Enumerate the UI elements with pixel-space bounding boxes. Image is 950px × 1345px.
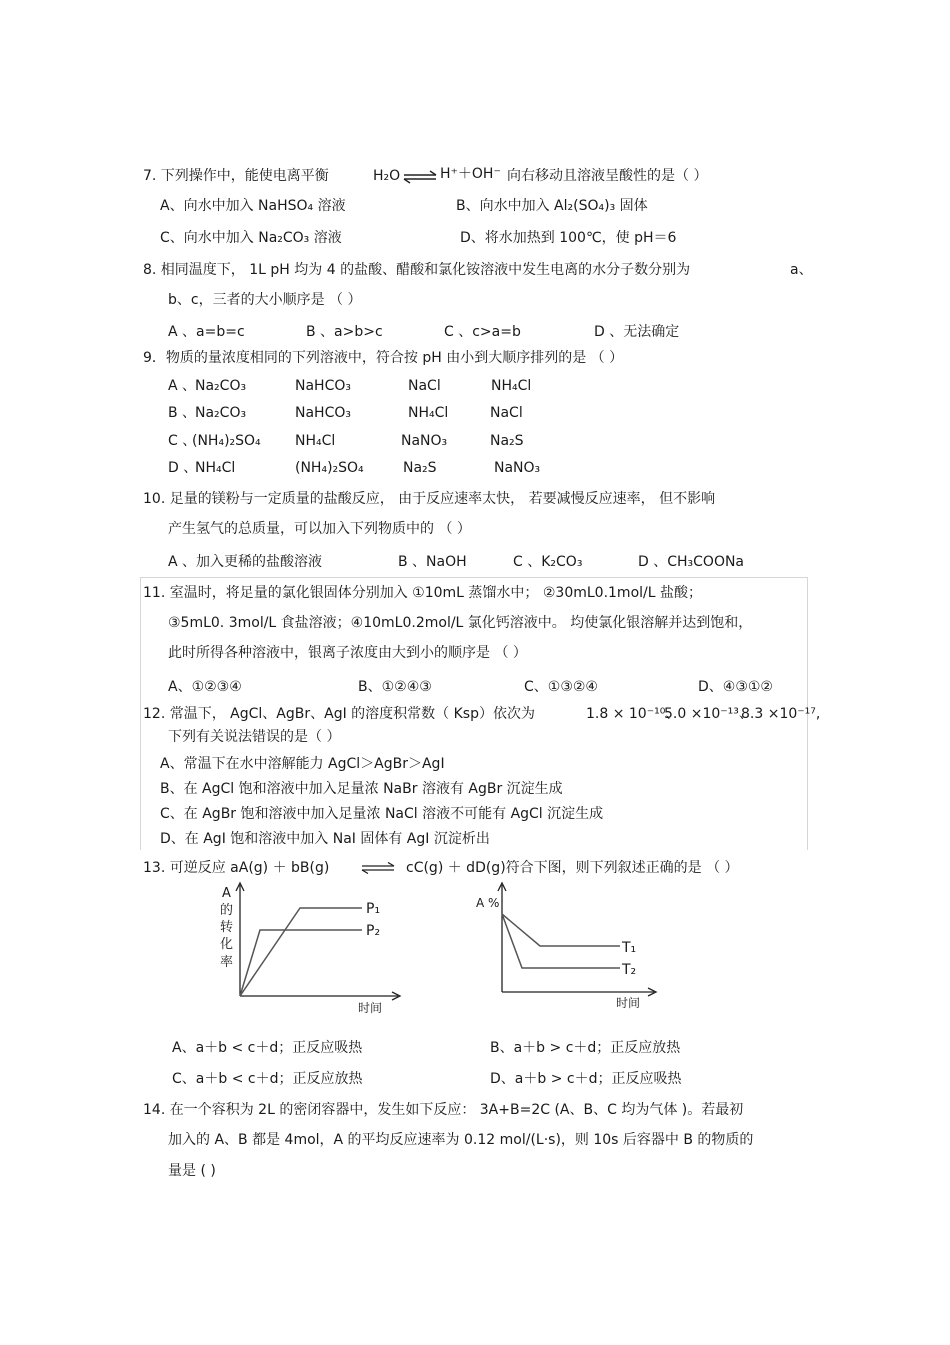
q9-row-item: (NH₄)₂SO₄ bbox=[192, 433, 261, 449]
q9-row-item: Na₂S bbox=[403, 460, 437, 476]
q7-option-c: C、向水中加入 Na₂CO₃ 溶液 bbox=[160, 230, 342, 246]
q8-option-d: D 、无法确定 bbox=[594, 324, 680, 340]
q10-option-b: B 、NaOH bbox=[398, 554, 467, 570]
q7-stem-end: 向右移动且溶液呈酸性的是（ ） bbox=[507, 168, 708, 184]
q9-row-item: NH₄Cl bbox=[195, 460, 236, 476]
q8-line2: b、c，三者的大小顺序是 （ ） bbox=[168, 292, 362, 308]
q9-row-item: NaNO₃ bbox=[401, 433, 448, 449]
y-label-char: 化 bbox=[220, 937, 234, 952]
q9-row-item: (NH₄)₂SO₄ bbox=[295, 460, 364, 476]
q8-line1-end: a、 bbox=[790, 262, 813, 278]
q10-line2: 产生氢气的总质量，可以加入下列物质中的 （ ） bbox=[168, 521, 471, 537]
curve-t2 bbox=[502, 914, 620, 968]
label-p1: P₁ bbox=[366, 901, 381, 917]
q7-option-d: D、将水加热到 100℃，使 pH＝6 bbox=[460, 230, 677, 246]
q9-row-item: NH₄Cl bbox=[295, 433, 336, 449]
q8-option-b: B 、a>b>c bbox=[306, 324, 383, 340]
q9-row-item: NaCl bbox=[408, 378, 441, 394]
q12-ksp-agi: 8.3 ×10⁻¹⁷, bbox=[741, 706, 821, 722]
q9-row-item: Na₂S bbox=[490, 433, 524, 449]
q9-row-item: NaHCO₃ bbox=[295, 378, 351, 394]
x-label: 时间 bbox=[358, 1001, 383, 1015]
q9-row-item: NaHCO₃ bbox=[295, 405, 351, 421]
q14-line2: 加入的 A、B 都是 4mol，A 的平均反应速率为 0.12 mol/(L·s)，则 10s 后容器中 B 的物质的 bbox=[168, 1132, 754, 1148]
q9-row-item: NH₄Cl bbox=[491, 378, 532, 394]
q13-option-c: C、a＋b < c＋d；正反应放热 bbox=[172, 1071, 363, 1087]
q14-line3: 量是 ( ) bbox=[168, 1163, 216, 1179]
q12-ksp-agcl: 1.8 × 10⁻¹⁰、 bbox=[586, 706, 680, 722]
q12-option-c: C、在 AgBr 饱和溶液中加入足量浓 NaCl 溶液不可能有 AgCl 沉淀生成 bbox=[160, 806, 604, 822]
q9-row-item: NaNO₃ bbox=[494, 460, 541, 476]
label-t1: T₁ bbox=[622, 940, 637, 956]
y-label-char: 的 bbox=[220, 903, 234, 918]
q7-option-b: B、向水中加入 Al₂(SO₄)₃ 固体 bbox=[456, 198, 648, 214]
q12-option-d: D、在 AgI 饱和溶液中加入 NaI 固体有 AgI 沉淀析出 bbox=[160, 831, 490, 847]
q10-option-a: A 、加入更稀的盐酸溶液 bbox=[168, 554, 323, 570]
q13-stem-b: cC(g) ＋ dD(g)符合下图，则下列叙述正确的是 （ ） bbox=[406, 860, 739, 876]
graph-percent-vs-time bbox=[474, 880, 670, 1020]
y-label-char: A bbox=[222, 886, 231, 901]
q9-row-label: A 、 bbox=[168, 378, 197, 394]
q13-option-d: D、a＋b > c＋d；正反应吸热 bbox=[490, 1071, 682, 1087]
q11-line1: 11. 室温时，将足量的氯化银固体分别加入 ①10mL 蒸馏水中； ②30mL0.1mol/L 盐酸； bbox=[143, 585, 702, 601]
graph-conversion-vs-time bbox=[214, 880, 414, 1020]
q13-option-a: A、a＋b < c＋d；正反应吸热 bbox=[172, 1040, 363, 1056]
q12-ksp-agbr: 5.0 ×10⁻¹³、 bbox=[664, 706, 753, 722]
curve-t1 bbox=[502, 914, 620, 946]
equilibrium-arrow-icon bbox=[360, 862, 396, 874]
curve-p2 bbox=[240, 930, 362, 996]
label-t2: T₂ bbox=[622, 962, 637, 978]
q10-option-c: C 、K₂CO₃ bbox=[513, 554, 583, 570]
q11-option-a: A、①②③④ bbox=[168, 679, 242, 695]
q10-option-d: D 、CH₃COONa bbox=[638, 554, 745, 570]
q8-option-c: C 、c>a=b bbox=[444, 324, 521, 340]
q10-line1: 10. 足量的镁粉与一定质量的盐酸反应， 由于反应速率太快， 若要减慢反应速率， 但不影响 bbox=[143, 491, 716, 507]
q7-stem: 7. 下列操作中，能使电离平衡 bbox=[143, 168, 329, 184]
q12-option-b: B、在 AgCl 饱和溶液中加入足量浓 NaBr 溶液有 AgBr 沉淀生成 bbox=[160, 781, 563, 797]
q11-option-d: D、④③①② bbox=[698, 679, 773, 695]
q9-row-item: NaCl bbox=[490, 405, 523, 421]
q9-stem: 9．物质的量浓度相同的下列溶液中，符合按 pH 由小到大顺序排列的是 （ ） bbox=[143, 350, 624, 366]
q9-row-label: C 、 bbox=[168, 433, 197, 449]
q9-row-item: NH₄Cl bbox=[408, 405, 449, 421]
q12-line2: 下列有关说法错误的是（ ） bbox=[168, 729, 341, 745]
y-label: A % bbox=[476, 896, 500, 910]
curve-p1 bbox=[240, 908, 362, 996]
q12-line1: 12. 常温下， AgCl、AgBr、AgI 的溶度积常数（ Ksp）依次为 bbox=[143, 706, 535, 722]
q9-row-item: Na₂CO₃ bbox=[195, 378, 247, 394]
q9-row-item: Na₂CO₃ bbox=[195, 405, 247, 421]
q12-option-a: A、常温下在水中溶解能力 AgCl＞AgBr＞AgI bbox=[160, 756, 445, 772]
q13-stem-a: 13. 可逆反应 aA(g) ＋ bB(g) bbox=[143, 860, 330, 876]
q9-row-label: D 、 bbox=[168, 460, 198, 476]
equilibrium-arrow-icon bbox=[402, 170, 438, 184]
label-p2: P₂ bbox=[366, 923, 381, 939]
q11-option-b: B、①②④③ bbox=[358, 679, 432, 695]
q11-option-c: C、①③②④ bbox=[524, 679, 598, 695]
q8-option-a: A 、a=b=c bbox=[168, 324, 245, 340]
q14-line1: 14. 在一个容积为 2L 的密闭容器中，发生如下反应： 3A+B=2C (A、B、C 均为气体 )。若最初 bbox=[143, 1102, 744, 1118]
y-label-char: 率 bbox=[220, 955, 234, 970]
q7-eq-right: H⁺＋OH⁻ bbox=[440, 166, 501, 182]
q7-eq-left: H₂O bbox=[373, 168, 401, 184]
q8-line1: 8. 相同温度下， 1L pH 均为 4 的盐酸、醋酸和氯化铵溶液中发生电离的水分子数分别为 bbox=[143, 262, 691, 278]
x-label: 时间 bbox=[616, 996, 641, 1010]
q11-line3: 此时所得各种溶液中，银离子浓度由大到小的顺序是 （ ） bbox=[168, 645, 527, 661]
q13-option-b: B、a＋b > c＋d；正反应放热 bbox=[490, 1040, 681, 1056]
q7-option-a: A、向水中加入 NaHSO₄ 溶液 bbox=[160, 198, 346, 214]
q11-line2: ③5mL0. 3mol/L 食盐溶液；④10mL0.2mol/L 氯化钙溶液中。 均使氯化银溶解并达到饱和， bbox=[168, 615, 753, 631]
q9-row-label: B 、 bbox=[168, 405, 197, 421]
y-label-char: 转 bbox=[220, 920, 234, 935]
